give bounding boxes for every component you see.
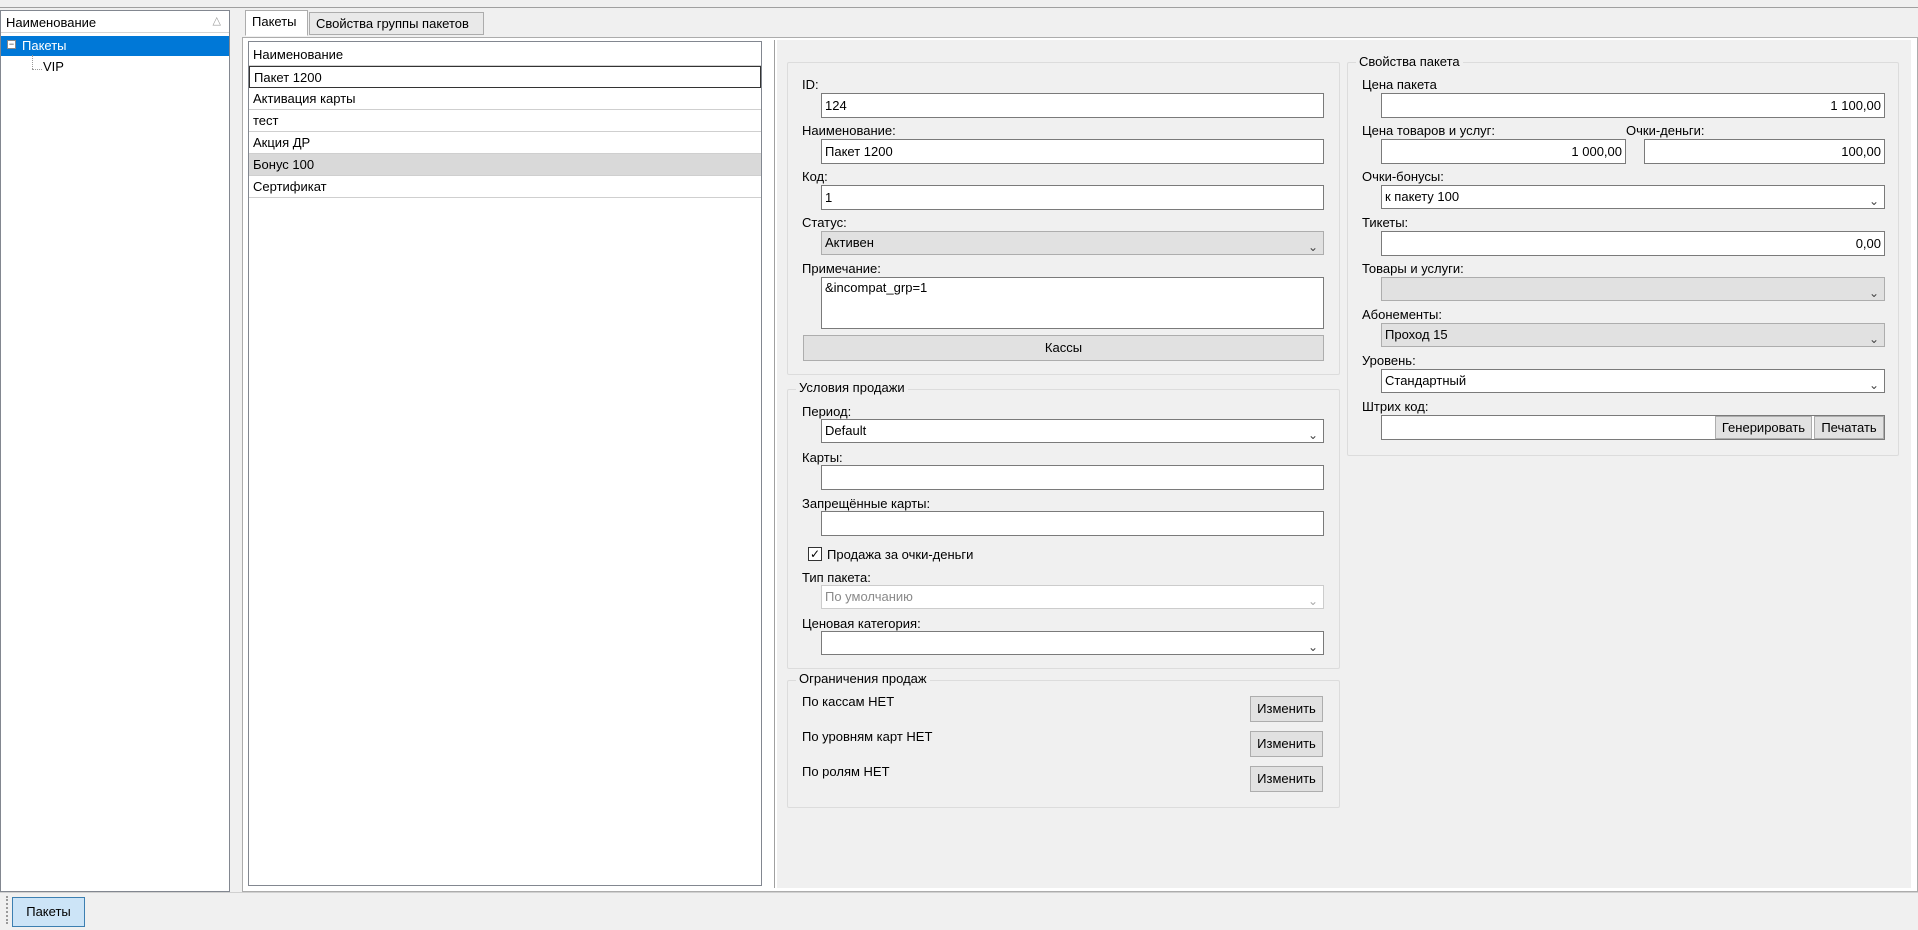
chevron-down-icon: ⌄	[1307, 428, 1318, 442]
tree-column-header[interactable]	[1, 11, 229, 33]
generate-barcode-button[interactable]: Генерировать	[1715, 416, 1812, 439]
goods-price-label: Цена товаров и услуг:	[1362, 123, 1496, 138]
status-value: Активен	[825, 235, 874, 250]
goods-services-label: Товары и услуги:	[1362, 261, 1464, 276]
toolbar-grip[interactable]	[6, 896, 9, 924]
bonus-points-value: к пакету 100	[1385, 189, 1460, 204]
list-item-label: Акция ДР	[253, 135, 311, 150]
status-select[interactable]	[821, 231, 1324, 255]
period-select[interactable]	[821, 419, 1324, 443]
chevron-down-icon: ⌄	[1868, 286, 1879, 300]
tab-packages[interactable]	[245, 10, 308, 36]
list-column-header[interactable]	[249, 44, 761, 66]
chevron-down-icon: ⌄	[1868, 378, 1879, 392]
limit-card-levels-text: По уровням карт НЕТ	[802, 729, 933, 744]
cards-label: Карты:	[802, 450, 843, 465]
splitter[interactable]	[774, 40, 776, 888]
cash-registers-button[interactable]: Кассы	[803, 335, 1324, 361]
list-item[interactable]	[249, 66, 761, 88]
forbidden-cards-field[interactable]	[821, 511, 1324, 536]
points-money-label: Очки-деньги:	[1626, 123, 1705, 138]
package-properties-group	[1347, 62, 1899, 456]
points-money-field[interactable]: 100,00	[1644, 139, 1885, 164]
goods-price-field[interactable]: 1 000,00	[1381, 139, 1626, 164]
group-tree[interactable]	[0, 10, 230, 892]
collapse-icon[interactable]: −	[8, 39, 15, 49]
tickets-label: Тикеты:	[1362, 215, 1409, 230]
note-field[interactable]: &incompat_grp=1	[821, 277, 1324, 329]
status-label: Статус:	[802, 215, 847, 230]
list-item[interactable]	[249, 88, 761, 110]
sale-limits-title: Ограничения продаж	[796, 671, 930, 686]
level-label: Уровень:	[1362, 353, 1416, 368]
chevron-down-icon: ⌄	[1868, 332, 1879, 346]
barcode-label: Штрих код:	[1362, 399, 1429, 414]
level-select[interactable]	[1381, 369, 1885, 393]
tab-label: Свойства группы пакетов	[316, 16, 469, 31]
tree-item-label: VIP	[43, 59, 64, 74]
chevron-down-icon: ⌄	[1868, 194, 1879, 208]
tree-header-label: Наименование	[6, 15, 97, 30]
list-item[interactable]	[249, 110, 761, 132]
bonus-points-select[interactable]	[1381, 185, 1885, 209]
tickets-field[interactable]: 0,00	[1381, 231, 1885, 256]
code-label: Код:	[802, 169, 828, 184]
price-label: Цена пакета	[1362, 77, 1437, 92]
list-item-label: тест	[253, 113, 279, 128]
name-field[interactable]: Пакет 1200	[821, 139, 1324, 164]
chevron-down-icon: ⌄	[1307, 594, 1318, 608]
bottom-toolbar	[0, 892, 1918, 930]
period-value: Default	[825, 423, 867, 438]
list-item-label: Бонус 100	[253, 157, 315, 172]
cards-field[interactable]	[821, 465, 1324, 490]
tree-item-vip[interactable]	[1, 57, 229, 77]
packages-toolbar-button[interactable]: Пакеты	[12, 897, 85, 927]
list-header-label: Наименование	[253, 47, 344, 62]
price-category-select[interactable]	[821, 631, 1324, 655]
chevron-down-icon: ⌄	[1307, 240, 1318, 254]
limit-cash-text: По кассам НЕТ	[802, 694, 895, 709]
name-label: Наименование:	[802, 123, 896, 138]
price-category-label: Ценовая категория:	[802, 616, 921, 631]
price-field[interactable]: 1 100,00	[1381, 93, 1885, 118]
subscriptions-label: Абонементы:	[1362, 307, 1443, 322]
package-list[interactable]	[248, 41, 762, 886]
limit-roles-text: По ролям НЕТ	[802, 764, 890, 779]
subscriptions-select[interactable]	[1381, 323, 1885, 347]
tree-item-label: Пакеты	[22, 38, 67, 53]
package-type-label: Тип пакета:	[802, 570, 871, 585]
print-barcode-button[interactable]: Печатать	[1814, 416, 1884, 439]
sort-asc-icon: △	[212, 15, 221, 27]
sale-conditions-title: Условия продажи	[796, 380, 908, 395]
id-label: ID:	[802, 77, 819, 92]
list-item[interactable]	[249, 154, 761, 176]
points-sale-label: Продажа за очки-деньги	[827, 547, 974, 562]
change-role-limit-button[interactable]: Изменить	[1250, 766, 1323, 792]
goods-services-select[interactable]	[1381, 277, 1885, 301]
note-label: Примечание:	[802, 261, 881, 276]
list-item-label: Активация карты	[253, 91, 356, 106]
list-item[interactable]	[249, 176, 761, 198]
points-sale-checkbox[interactable]: ✓	[809, 547, 821, 561]
package-type-select[interactable]	[821, 585, 1324, 609]
subscriptions-value: Проход 15	[1385, 327, 1448, 342]
period-label: Период:	[802, 404, 852, 419]
package-type-value: По умолчанию	[825, 589, 913, 604]
id-field[interactable]: 124	[821, 93, 1324, 118]
change-cash-limit-button[interactable]: Изменить	[1250, 696, 1323, 722]
tab-label: Пакеты	[252, 14, 297, 29]
change-card-level-limit-button[interactable]: Изменить	[1250, 731, 1323, 757]
tab-group-properties[interactable]	[309, 12, 484, 35]
package-properties-title: Свойства пакета	[1356, 54, 1463, 69]
tree-item-packages[interactable]	[1, 36, 229, 56]
list-item[interactable]	[249, 132, 761, 154]
list-item-label: Сертификат	[253, 179, 327, 194]
chevron-down-icon: ⌄	[1307, 640, 1318, 654]
list-item-label: Пакет 1200	[254, 70, 322, 85]
bonus-points-label: Очки-бонусы:	[1362, 169, 1444, 184]
forbidden-cards-label: Запрещённые карты:	[802, 496, 931, 511]
window-top-edge	[0, 0, 1918, 8]
level-value: Стандартный	[1385, 373, 1467, 388]
code-field[interactable]: 1	[821, 185, 1324, 210]
